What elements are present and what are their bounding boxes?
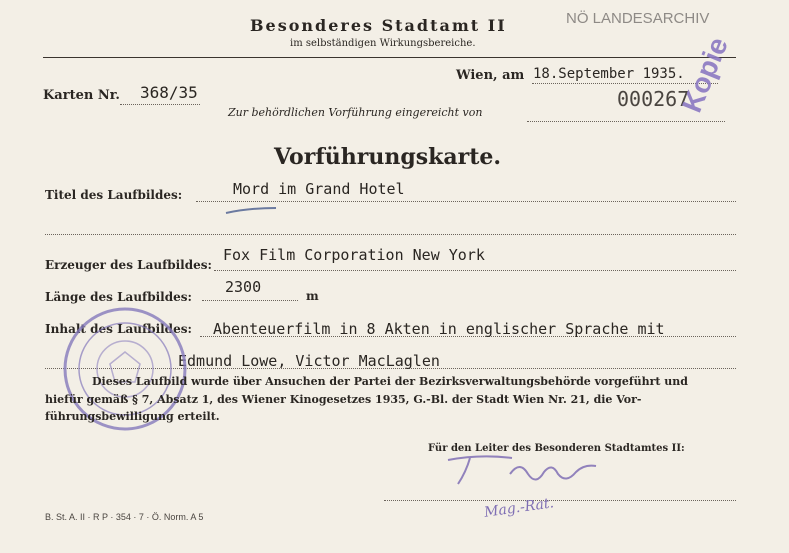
content-label: Inhalt des Laufbildes: (45, 322, 192, 336)
producer-value: Fox Film Corporation New York (223, 246, 485, 264)
office-title: Besonderes Stadtamt II (250, 16, 507, 35)
approval-line-2: hiefür gemäß § 7, Absatz 1, des Wiener Kinogesetzes 1935, G.-Bl. der Stadt Wien Nr. 21, die Vor- (45, 393, 642, 406)
content-line-1: Abenteuerfilm in 8 Akten in englischer Sprache mit (213, 320, 665, 338)
submitted-label: Zur behördlichen Vorführung eingereicht von (228, 106, 483, 119)
pencil-mark-icon (224, 204, 280, 216)
film-title-label: Titel des Laufbildes: (45, 188, 183, 202)
film-title-dots (196, 201, 736, 202)
card-number-label: Karten Nr. (43, 88, 120, 103)
signature-rank: Mag.-Rat. (483, 495, 555, 521)
card-title: Vorführungskarte. (274, 144, 502, 170)
archive-stamp: NÖ LANDESARCHIV (566, 10, 710, 27)
leader-label: Für den Leiter des Besonderen Stadtamtes II: (428, 443, 685, 454)
submitted-dots (527, 121, 725, 122)
form-code: B. St. A. II · R P · 354 · 7 · Ö. Norm. A 5 (45, 512, 204, 522)
date-value: 18.September 1935. (533, 66, 685, 82)
length-label: Länge des Laufbildes: (45, 290, 192, 304)
content-line-2: Edmund Lowe, Victor MacLaglen (178, 352, 440, 370)
length-unit: m (306, 289, 319, 303)
card-number-value: 368/35 (140, 83, 198, 102)
approval-line-3: führungsbewilligung erteilt. (45, 410, 220, 423)
header-rule (43, 57, 736, 58)
place-date-label: Wien, am (456, 68, 525, 83)
film-title-value: Mord im Grand Hotel (233, 180, 405, 198)
office-subtitle: im selbständigen Wirkungsbereiche. (290, 38, 476, 49)
submitted-number: 000267 (617, 87, 690, 111)
copy-stamp: Kopie (676, 32, 734, 117)
handwritten-signature (440, 450, 620, 490)
length-value: 2300 (225, 278, 262, 296)
length-dots (202, 300, 298, 301)
producer-dots (214, 270, 736, 271)
signature-dots (384, 500, 736, 501)
approval-line-1: Dieses Laufbild wurde über Ansuchen der Partei der Bezirksverwaltungsbehörde vorgeführt und (92, 375, 688, 388)
film-title-second-dots (45, 234, 736, 235)
card-number-dots (120, 104, 200, 105)
producer-label: Erzeuger des Laufbildes: (45, 258, 212, 272)
